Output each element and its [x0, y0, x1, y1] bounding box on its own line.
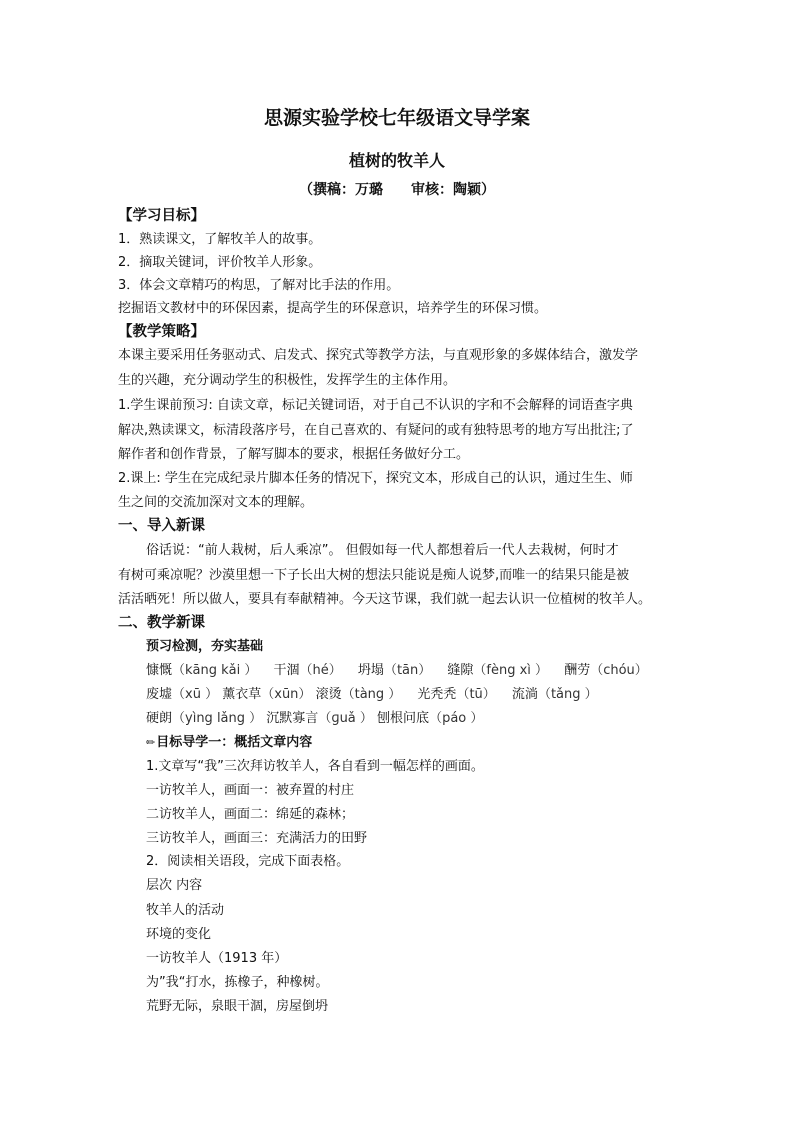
vocab-word: 干涸 [273, 663, 300, 678]
vocab-word: 缝隙 [447, 663, 474, 678]
vocab-pinyin: （hé） [299, 663, 342, 678]
goal1-line: 二访牧羊人，画面二：绵延的森林； [146, 807, 355, 822]
strategy-line: 生之间的交流加深对文本的理解。 [118, 495, 314, 510]
vocab-word: 刨根问底 [377, 711, 430, 726]
vocab-word: 流淌 [511, 687, 538, 702]
goal1-line: 一访牧羊人，画面一：被弃置的村庄 [146, 783, 355, 798]
vocab-pinyin: （ɡuǎ ） [318, 711, 373, 726]
table-header: 层次 内容 [146, 878, 203, 893]
vocab-pinyin: （tǎng ） [537, 687, 598, 702]
vocab-pinyin: （chóu） [590, 663, 648, 678]
reviewer-credit: 审核：陶颖） [411, 182, 495, 198]
strategy-line: 生的兴趣，充分调动学生的积极性，发挥学生的主体作用。 [118, 373, 457, 388]
lesson-heading: 二、教学新课 [118, 615, 205, 631]
strategy-line: 本课主要采用任务驱动式、启发式、探究式等教学方法，与直观形象的多媒体结合，激发学 [118, 348, 639, 363]
goal-item: 挖掘语文教材中的环保因素，提高学生的环保意识，培养学生的环保习惯。 [118, 301, 548, 316]
goal1-line: 1.文章写“我”三次拜访牧羊人，各自看到一幅怎样的画面。 [146, 759, 484, 774]
document-title: 思源实验学校七年级语文导学案 [263, 107, 530, 129]
table-cell: 一访牧羊人（1913 年） [146, 951, 288, 966]
vocab-pinyin: （xūn） [261, 687, 312, 702]
strategy-line: 解决,熟读课文，标清段落序号，在自己喜欢的、有疑问的或有独特思考的地方写出批注;了 [118, 423, 634, 438]
pencil-icon: ✏ [146, 736, 156, 749]
goal1-heading-row [146, 734, 312, 752]
vocab-word: 废墟 [146, 687, 173, 702]
vocab-word: 慷慨 [146, 663, 173, 678]
intro-line: 俗话说：“前人栽树，后人乘凉”。 但假如每一代人都想着后一代人去栽树，何时才 [146, 543, 619, 558]
vocab-pinyin: （tū） [456, 687, 496, 702]
goal1-heading: 目标导学一：概括文章内容 [156, 735, 313, 750]
goal1-line: 三访牧羊人，画面三：充满活力的田野 [146, 831, 368, 846]
intro-heading: 一、导入新课 [118, 518, 205, 534]
goal1-line: 2．阅读相关语段，完成下面表格。 [146, 854, 350, 869]
vocab-word: 酬劳 [564, 663, 591, 678]
vocab-row [146, 662, 648, 680]
vocab-word: 滚烫 [315, 687, 342, 702]
table-cell: 为”我“打水，拣橡子，种橡树。 [146, 975, 329, 990]
vocab-word: 薰衣草 [222, 687, 262, 702]
strategy-heading: 【教学策略】 [118, 324, 205, 340]
vocab-row [146, 686, 598, 704]
table-cell: 牧羊人的活动 [146, 903, 225, 918]
vocab-row [146, 710, 483, 728]
strategy-line: 解作者和创作背景，了解写脚本的要求，根据任务做好分工。 [118, 447, 470, 462]
vocab-pinyin: （xū ） [172, 687, 219, 702]
goal-item: 2．摘取关键词，评价牧羊人形象。 [118, 255, 322, 270]
vocab-word: 硬朗 [146, 711, 173, 726]
vocab-word: 坍塌 [357, 663, 384, 678]
table-cell: 荒野无际，泉眼干涸，房屋倒坍 [146, 999, 329, 1014]
strategy-line: 2.课上: 学生在完成纪录片脚本任务的情况下，探究文本，形成自己的认识，通过生生、师 [118, 471, 633, 486]
vocab-pinyin: （kāng kǎi ） [172, 663, 258, 678]
lesson-title: 植树的牧羊人 [348, 151, 445, 170]
vocab-word: 沉默寡言 [266, 711, 319, 726]
preview-heading: 预习检测，夯实基础 [146, 639, 264, 654]
strategy-line: 1.学生课前预习: 自读文章，标记关键词语，对于自己不认识的字和不会解释的词语查字典 [118, 398, 633, 413]
author-credit: （撰稿：万璐 [299, 182, 383, 198]
vocab-pinyin: （páo ） [429, 711, 484, 726]
table-cell: 环境的变化 [146, 927, 212, 942]
intro-line: 活活晒死！所以做人，要具有奉献精神。今天这节课，我们就一起去认识一位植树的牧羊人。 [118, 592, 652, 607]
intro-line: 有树可乘凉呢？沙漠里想一下子长出大树的想法只能说是痴人说梦,而唯一的结果只能是被 [118, 568, 630, 583]
goal-item: 1．熟读课文，了解牧羊人的故事。 [118, 232, 322, 247]
vocab-pinyin: （tān） [383, 663, 432, 678]
vocab-pinyin: （fèng xì ） [473, 663, 549, 678]
goal-item: 3．体会文章精巧的构思，了解对比手法的作用。 [118, 278, 400, 293]
goals-heading: 【学习目标】 [118, 208, 205, 224]
vocab-word: 光秃秃 [417, 687, 457, 702]
credits [0, 179, 794, 199]
vocab-pinyin: （tàng ） [341, 687, 402, 702]
vocab-pinyin: （yìng lǎng ） [172, 711, 263, 726]
